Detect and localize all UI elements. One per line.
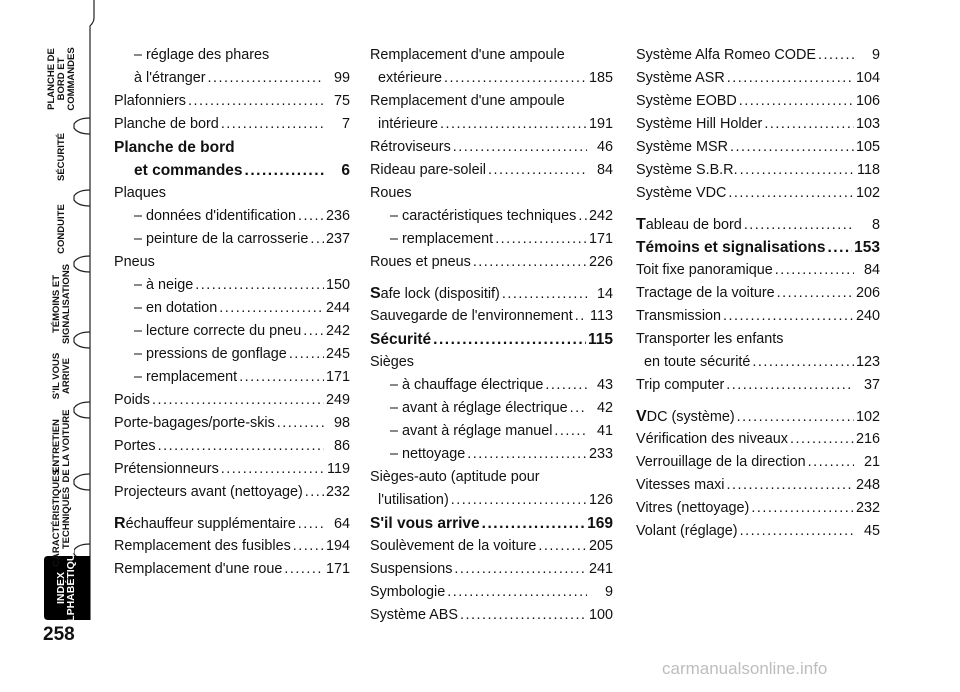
index-entry-text: – réglage des phares <box>134 47 270 63</box>
index-entry-text: Safe lock (dispositif) <box>370 285 500 302</box>
leader-dots <box>453 136 587 159</box>
index-entry-text: Roues et pneus <box>370 254 471 270</box>
index-column-3 <box>636 44 880 543</box>
leader-dots <box>221 458 324 481</box>
index-entry <box>114 274 350 297</box>
index-entry-text: Portes <box>114 438 156 454</box>
index-entry-text: – pressions de gonflage <box>134 346 287 362</box>
index-entry-text: Trip computer <box>636 377 725 393</box>
page-ref[interactable]: 113 <box>590 308 613 324</box>
page-ref[interactable]: 119 <box>327 461 350 477</box>
index-entry-text: Tableau de bord <box>636 216 742 233</box>
tab-label-line: S'IL VOUS <box>51 352 62 400</box>
leader-dots <box>495 228 587 251</box>
leader-dots <box>744 214 854 237</box>
index-entry-text: Remplacement des fusibles <box>114 538 291 554</box>
index-entry <box>114 182 350 205</box>
tab-planche-de-bord[interactable] <box>47 47 77 110</box>
index-entry-text: Témoins et signalisations <box>636 239 826 256</box>
index-entry <box>370 397 613 420</box>
index-entry-text: – lecture correcte du pneu <box>134 323 302 339</box>
index-entry-text: – données d'identification <box>134 208 296 224</box>
page-ref[interactable]: 191 <box>588 116 613 132</box>
leader-dots <box>728 182 854 205</box>
page-ref[interactable]: 84 <box>596 162 613 178</box>
leader-dots <box>454 558 587 581</box>
index-entry-text: VDC (système) <box>636 408 735 425</box>
index-entry <box>370 159 613 182</box>
page-ref[interactable]: 14 <box>596 286 613 302</box>
tab-temoins[interactable] <box>52 264 72 344</box>
index-entry-text: Système ABS <box>370 607 458 623</box>
index-entry-text: Système EOBD <box>636 93 737 109</box>
leader-dots <box>433 328 586 351</box>
leader-dots <box>751 497 854 520</box>
index-entry-text: Verrouillage de la direction <box>636 454 806 470</box>
index-entry-text: Pneus <box>114 254 155 270</box>
index-column-1 <box>114 44 350 581</box>
index-entry <box>114 228 350 251</box>
index-entry <box>370 90 613 113</box>
index-entry <box>636 67 880 90</box>
tab-label-line: INDEX <box>55 571 67 605</box>
leader-dots <box>195 274 324 297</box>
index-entry <box>370 67 613 90</box>
page-ref[interactable]: 194 <box>325 538 350 554</box>
tab-label-line: COMMANDES <box>66 47 77 111</box>
index-entry-text: à l'étranger <box>134 70 206 86</box>
leader-dots <box>818 44 854 67</box>
page-ref[interactable]: 216 <box>855 431 880 447</box>
page-ref[interactable]: 242 <box>325 323 350 339</box>
index-entry-text: – avant à réglage manuel <box>390 423 553 439</box>
page-ref[interactable]: 205 <box>588 538 613 554</box>
index-entry-text: Plafonniers <box>114 93 186 109</box>
index-entry-text: Système MSR <box>636 139 728 155</box>
index-entry <box>114 458 350 481</box>
leader-dots <box>764 113 854 136</box>
page-ref[interactable]: 9 <box>604 584 613 600</box>
leader-dots <box>790 428 854 451</box>
index-entry-text: S'il vous arrive <box>370 515 480 532</box>
tab-label-line: SIGNALISATIONS <box>61 263 72 345</box>
index-entry <box>114 343 350 366</box>
index-entry <box>114 90 350 113</box>
leader-dots <box>727 67 854 90</box>
page-ref[interactable]: 185 <box>588 70 613 86</box>
index-entry-text: Plaques <box>114 185 167 201</box>
index-entry-text: Suspensions <box>370 561 453 577</box>
index-entry <box>114 251 350 274</box>
page-ref[interactable]: 45 <box>863 523 880 539</box>
index-entry <box>636 374 880 397</box>
leader-dots <box>208 67 324 90</box>
leader-dots <box>726 374 854 397</box>
leader-dots <box>775 259 854 282</box>
tab-label-line: CARACTÉRISTIQUES <box>51 469 62 567</box>
leader-dots <box>447 581 587 604</box>
index-entry <box>636 90 880 113</box>
leader-dots <box>303 320 324 343</box>
leader-dots <box>545 374 587 397</box>
index-entry-text: – à chauffage électrique <box>390 377 544 393</box>
page-ref[interactable]: 75 <box>333 93 350 109</box>
index-entry <box>636 428 880 451</box>
index-entry-text: en toute sécurité <box>644 354 751 370</box>
tab-label-line: BORD ET <box>56 57 67 101</box>
index-entry <box>114 512 350 535</box>
index-entry <box>636 520 880 543</box>
tab-sil-vous-arrive[interactable] <box>52 353 72 399</box>
index-entry <box>370 581 613 604</box>
tab-conduite[interactable] <box>57 204 67 254</box>
index-entry-text: Roues <box>370 185 412 201</box>
index-entry <box>636 282 880 305</box>
index-entry <box>370 535 613 558</box>
page-ref[interactable]: 9 <box>871 47 880 63</box>
index-entry <box>370 489 613 512</box>
page-ref[interactable]: 150 <box>325 277 350 293</box>
leader-dots <box>482 512 585 535</box>
page-ref[interactable]: 102 <box>855 185 880 201</box>
leader-dots <box>451 489 587 512</box>
index-entry <box>636 405 880 428</box>
index-entry-text: Sièges-auto (aptitude pour <box>370 469 540 485</box>
index-entry-text: Rétroviseurs <box>370 139 451 155</box>
page-ref[interactable]: 126 <box>588 492 613 508</box>
index-entry <box>636 259 880 282</box>
index-entry <box>370 274 613 282</box>
index-entry-text: Vérification des niveaux <box>636 431 788 447</box>
leader-dots <box>723 305 854 328</box>
index-entry <box>370 228 613 251</box>
leader-dots <box>554 420 587 443</box>
index-entry <box>114 44 350 67</box>
leader-dots <box>502 283 587 306</box>
index-entry-text: et commandes <box>134 162 243 179</box>
page-ref[interactable]: 37 <box>863 377 880 393</box>
page-ref[interactable]: 64 <box>333 516 350 532</box>
page-ref[interactable]: 46 <box>596 139 613 155</box>
page-ref[interactable]: 100 <box>588 607 613 623</box>
index-entry <box>370 374 613 397</box>
page-ref[interactable]: 241 <box>588 561 613 577</box>
index-entry <box>370 420 613 443</box>
page-ref[interactable]: 206 <box>855 285 880 301</box>
index-entry-text: intérieure <box>378 116 438 132</box>
page-ref[interactable]: 105 <box>855 139 880 155</box>
leader-dots <box>293 535 324 558</box>
page-ref[interactable]: 242 <box>588 208 613 224</box>
leader-dots <box>460 604 587 627</box>
index-entry-text: – nettoyage <box>390 446 466 462</box>
tab-label-line: PLANCHE DE <box>46 48 57 110</box>
page-ref[interactable]: 171 <box>588 231 613 247</box>
index-entry <box>370 136 613 159</box>
leader-dots <box>777 282 854 305</box>
leader-dots <box>284 558 324 581</box>
page-ref[interactable]: 244 <box>325 300 350 316</box>
tab-label-line: SÉCURITÉ <box>56 132 67 182</box>
index-entry <box>370 443 613 466</box>
index-entry <box>370 604 613 627</box>
page-ref[interactable]: 86 <box>333 438 350 454</box>
index-entry <box>370 113 613 136</box>
index-entry-text: Sécurité <box>370 331 432 348</box>
page-ref[interactable]: 240 <box>855 308 880 324</box>
index-entry <box>636 113 880 136</box>
index-entry <box>114 297 350 320</box>
index-entry <box>370 466 613 489</box>
page-ref[interactable]: 118 <box>857 162 880 178</box>
page-ref[interactable]: 171 <box>325 369 350 385</box>
index-entry-text: Sièges <box>370 354 415 370</box>
leader-dots <box>578 205 587 228</box>
page-ref[interactable]: 237 <box>325 231 350 247</box>
tab-label-line: ARRIVE <box>61 358 72 394</box>
page-ref[interactable]: 42 <box>596 400 613 416</box>
index-entry-text: Poids <box>114 392 150 408</box>
page-ref[interactable]: 103 <box>855 116 880 132</box>
leader-dots <box>152 389 324 412</box>
index-entry-text: – caractéristiques techniques <box>390 208 577 224</box>
page-ref[interactable]: 153 <box>854 239 880 256</box>
index-entry <box>370 305 613 328</box>
index-entry <box>636 305 880 328</box>
leader-dots <box>740 520 854 543</box>
index-entry <box>114 366 350 389</box>
tab-label-line: ENTRETIEN <box>51 419 62 473</box>
leader-dots <box>739 90 854 113</box>
leader-dots <box>538 535 587 558</box>
sidebar-tabs <box>0 0 100 692</box>
index-entry <box>636 205 880 213</box>
page-ref[interactable]: 43 <box>596 377 613 393</box>
index-entry <box>370 558 613 581</box>
tab-index-alphabetique[interactable] <box>56 547 76 630</box>
page-ref[interactable]: 8 <box>871 217 880 233</box>
index-entry <box>636 397 880 405</box>
tab-securite[interactable] <box>57 133 67 181</box>
index-entry <box>636 236 880 259</box>
index-entry-text: Système VDC <box>636 185 727 201</box>
tab-label-line: TECHNIQUES <box>61 486 72 550</box>
index-entry <box>114 389 350 412</box>
index-entry-text: Sauvegarde de l'environnement <box>370 308 573 324</box>
index-entry-text: Réchauffeur supplémentaire <box>114 515 296 532</box>
index-entry-text: Remplacement d'une roue <box>114 561 283 577</box>
index-entry-text: – avant à réglage électrique <box>390 400 568 416</box>
index-entry-text: Vitesses maxi <box>636 477 725 493</box>
leader-dots <box>467 443 587 466</box>
index-entry <box>114 535 350 558</box>
index-entry-text: Symbologie <box>370 584 446 600</box>
tab-label-line: ALPHABÉTIQUE <box>65 546 77 630</box>
index-column-2 <box>370 44 613 627</box>
leader-dots <box>444 67 587 90</box>
page-ref[interactable]: 7 <box>341 116 350 132</box>
index-entry <box>370 251 613 274</box>
page-number: 258 <box>43 624 75 645</box>
index-entry-text: Transmission <box>636 308 722 324</box>
index-entry <box>636 159 880 182</box>
watermark: carmanualsonline.info <box>662 659 828 678</box>
page-ref[interactable]: 123 <box>855 354 880 370</box>
page-ref[interactable]: 169 <box>587 515 613 532</box>
leader-dots <box>298 205 324 228</box>
leader-dots <box>473 251 587 274</box>
index-entry-text: Système Alfa Romeo CODE <box>636 47 816 63</box>
leader-dots <box>808 451 854 474</box>
index-entry-text: Soulèvement de la voiture <box>370 538 537 554</box>
page-ref[interactable]: 98 <box>333 415 350 431</box>
index-entry-text: Projecteurs avant (nettoyage) <box>114 484 303 500</box>
leader-dots <box>488 159 587 182</box>
leader-dots <box>219 297 324 320</box>
leader-dots <box>730 136 854 159</box>
tab-label-line: DE LA VOITURE <box>61 409 72 483</box>
index-entry <box>114 159 350 182</box>
page-ref[interactable]: 171 <box>325 561 350 577</box>
leader-dots <box>188 90 324 113</box>
leader-dots <box>158 435 324 458</box>
index-entry <box>370 351 613 374</box>
leader-dots <box>727 474 854 497</box>
page-ref[interactable]: 226 <box>588 254 613 270</box>
index-entry <box>636 44 880 67</box>
page-ref[interactable]: 232 <box>855 500 880 516</box>
index-entry <box>636 451 880 474</box>
leader-dots <box>828 236 853 259</box>
index-entry-text: Système ASR <box>636 70 725 86</box>
leader-dots <box>289 343 324 366</box>
index-entry-text: Remplacement d'une ampoule <box>370 47 565 63</box>
index-entry-text: – peinture de la carrosserie <box>134 231 309 247</box>
leader-dots <box>298 513 324 536</box>
index-entry-text: Volant (réglage) <box>636 523 738 539</box>
index-entry <box>114 435 350 458</box>
index-entry-text: – remplacement <box>134 369 238 385</box>
index-entry <box>114 113 350 136</box>
index-entry-text: l'utilisation) <box>378 492 449 508</box>
index-entry <box>114 67 350 90</box>
index-entry <box>114 412 350 435</box>
index-entry-text: – en dotation <box>134 300 218 316</box>
index-entry <box>636 182 880 205</box>
leader-dots <box>570 397 587 420</box>
index-entry <box>636 474 880 497</box>
index-entry-text: Remplacement d'une ampoule <box>370 93 565 109</box>
index-entry-text: Système S.B.R. <box>636 162 738 178</box>
page-ref[interactable]: 41 <box>596 423 613 439</box>
index-entry <box>636 213 880 236</box>
leader-dots <box>575 305 587 328</box>
leader-dots <box>221 113 324 136</box>
index-entry <box>636 497 880 520</box>
index-entry-text: Tractage de la voiture <box>636 285 775 301</box>
index-entry-text: Transporter les enfants <box>636 331 784 347</box>
page-ref[interactable]: 106 <box>855 93 880 109</box>
index-entry-text: Toit fixe panoramique <box>636 262 773 278</box>
index-entry <box>636 136 880 159</box>
leader-dots <box>310 228 324 251</box>
page-ref[interactable]: 245 <box>325 346 350 362</box>
index-entry <box>636 351 880 374</box>
page-ref[interactable]: 102 <box>855 409 880 425</box>
index-entry <box>370 182 613 205</box>
tab-label-line: TÉMOINS ET <box>51 274 62 334</box>
index-entry <box>370 44 613 67</box>
page-ref[interactable]: 115 <box>587 331 613 348</box>
page-ref[interactable]: 99 <box>333 70 350 86</box>
index-entry <box>370 512 613 535</box>
index-entry <box>370 282 613 305</box>
index-entry <box>114 136 350 159</box>
index-entry-text: Planche de bord <box>114 116 219 132</box>
page-ref[interactable]: 232 <box>325 484 350 500</box>
index-entry-text: Prétensionneurs <box>114 461 219 477</box>
index-entry <box>370 205 613 228</box>
index-entry-text: – à neige <box>134 277 194 293</box>
leader-dots <box>737 406 854 429</box>
leader-dots <box>752 351 854 374</box>
page-ref[interactable]: 6 <box>341 162 350 179</box>
index-entry-text: Planche de bord <box>114 139 235 156</box>
page-ref[interactable]: 248 <box>855 477 880 493</box>
index-entry-text: Porte-bagages/porte-skis <box>114 415 275 431</box>
page-ref[interactable]: 104 <box>855 70 880 86</box>
index-entry <box>114 504 350 512</box>
index-entry <box>114 320 350 343</box>
leader-dots <box>440 113 587 136</box>
page-ref[interactable]: 236 <box>325 208 350 224</box>
leader-dots <box>277 412 324 435</box>
page-ref[interactable]: 21 <box>863 454 880 470</box>
index-entry <box>370 328 613 351</box>
leader-dots <box>245 159 324 182</box>
page-ref[interactable]: 233 <box>588 446 613 462</box>
page-ref[interactable]: 84 <box>863 262 880 278</box>
index-entry <box>114 205 350 228</box>
index-entry-text: Vitres (nettoyage) <box>636 500 750 516</box>
leader-dots <box>305 481 324 504</box>
index-entry-text: Rideau pare-soleil <box>370 162 486 178</box>
index-entry <box>114 481 350 504</box>
leader-dots <box>740 159 854 182</box>
tab-label-line: CONDUITE <box>56 204 67 254</box>
page-ref[interactable]: 249 <box>325 392 350 408</box>
leader-dots <box>239 366 324 389</box>
index-entry <box>636 328 880 351</box>
index-entry <box>114 558 350 581</box>
index-entry-text: Système Hill Holder <box>636 116 763 132</box>
index-entry-text: extérieure <box>378 70 442 86</box>
index-entry-text: – remplacement <box>390 231 494 247</box>
